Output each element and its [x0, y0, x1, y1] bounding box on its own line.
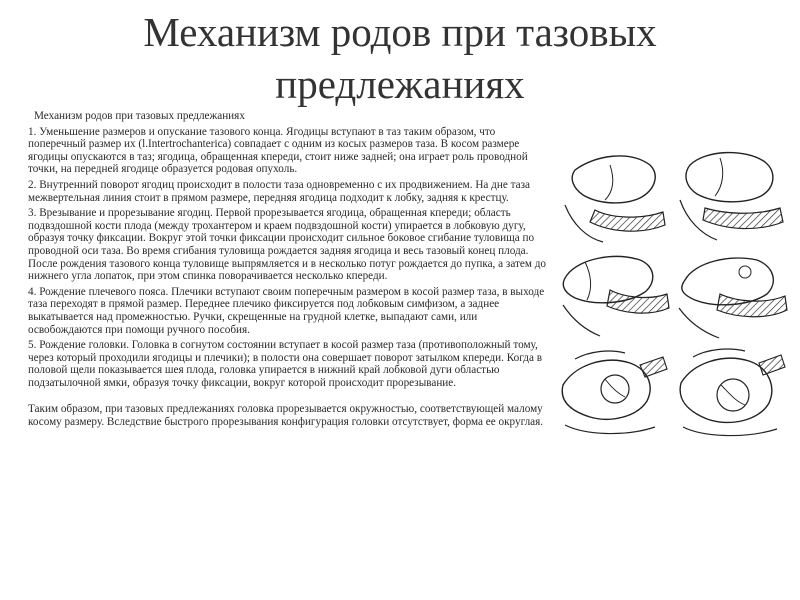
- step-4-paragraph: 4. Рождение плечевого пояса. Плечики вступают своим поперечным размером в косой размер таза, в выходе таза переходят в прямой размер. Переднее плечико фиксируется под лобковым симфизом, а заднее выкатывается над промежностью. Ручки, скрещенные на грудной клетке, выпадают сами, или освобождаются при помощи ручного пособия.: [28, 285, 545, 336]
- illustration-stage-1: [565, 156, 665, 242]
- conclusion-paragraph: Таким образом, при тазовых предлежаниях головка прорезывается окружностью, соответствующей малому косому размеру. Вследствие быстрого прорезывания конфигурация головки отсутствует, форма ее округлая.: [28, 403, 544, 429]
- slide-title: [40, 6, 760, 110]
- illustration-stage-4: [679, 258, 787, 338]
- illustrations-svg: [555, 150, 790, 440]
- obstetric-illustration-grid: [555, 150, 790, 440]
- slide-title-line1: Механизм родов при тазовых: [143, 9, 657, 55]
- step-2-paragraph: 2. Внутренний поворот ягодиц происходит в полости таза одновременно с их продвижением. На дне таза межвертельная линия стоит в прямом размере, передняя ягодица подходит к лобку, задняя к крестцу.: [28, 178, 530, 204]
- illustration-stage-2: [680, 153, 783, 240]
- illustration-stage-5: [562, 351, 667, 434]
- illustration-stage-3: [563, 256, 669, 336]
- step-3-paragraph: 3. Врезывание и прорезывание ягодиц. Первой прорезывается ягодица, обращенная кпереди; область подвздошной кости плода (между трохантером и краем подвздошной кости) упирается в лобковую дугу, образуя точку фиксации. Вокруг этой точки фиксации происходит сильное боковое сгибание туловища по проводной оси таза. Во время сгибания туловища рождается задняя ягодица и весь тазовый конец плода. После рождения тазового конца туловище выпрямляется и в несколько потуг рождается до пупка, а затем до нижнего угла лопаток, при этом спинка поворачивается несколько кпереди.: [28, 207, 547, 283]
- slide-body: [28, 110, 548, 432]
- slide-title-line2: предлежаниях: [275, 61, 525, 107]
- body-subtitle: Механизм родов при тазовых предлежаниях: [34, 110, 245, 122]
- step-1-paragraph: 1. Уменьшение размеров и опускание тазового конца. Ягодицы вступают в таз таким образом, что поперечный размер их (l.Intertrochanterica) совпадает с одним из косых размеров таза. В косом размере ягодицы опускаются в таз; ягодица, обращенная кпереди, стоит ниже задней; она играет роль проводной точки, на передней ягодице образуется родовая опухоль.: [28, 125, 528, 176]
- illustration-stage-6: [680, 349, 785, 436]
- step-5-paragraph: 5. Рождение головки. Головка в согнутом состоянии вступает в косой размер таза (противоположный тому, через который проходили ягодицы и плечики); в полости она совершает поворот затылком кпереди. Когда в половой щели показывается шея плода, головка упирается в нижний край лобковой дуги областью подзатылочной ямки, образуя точку фиксации, вокруг которой происходит прорезывание.: [28, 339, 543, 389]
